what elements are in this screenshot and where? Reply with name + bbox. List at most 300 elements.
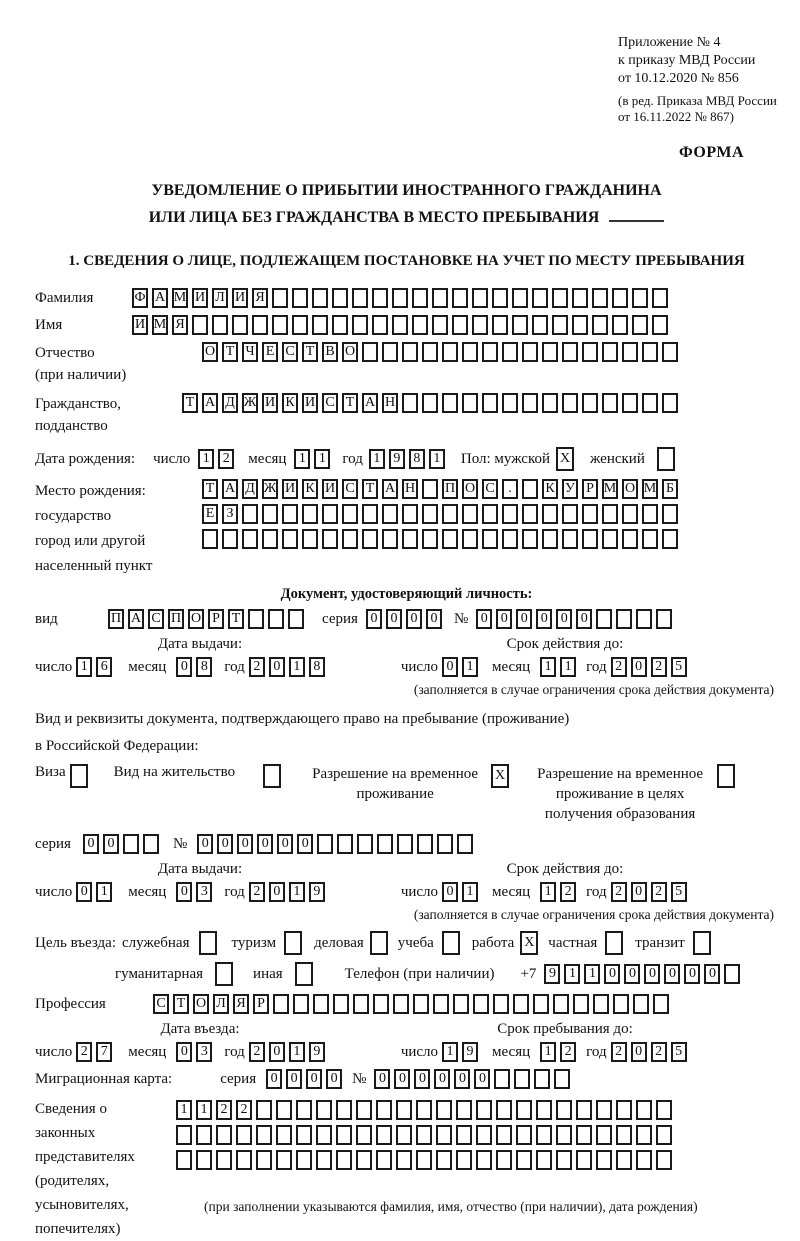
char-cell[interactable] — [562, 504, 578, 524]
char-cell[interactable] — [453, 994, 469, 1014]
char-cell[interactable]: 0 — [103, 834, 119, 854]
char-cell[interactable] — [312, 288, 328, 308]
char-cell[interactable] — [602, 342, 618, 362]
char-cell[interactable] — [176, 1150, 192, 1170]
char-cell[interactable]: X — [556, 447, 574, 471]
char-cell[interactable] — [456, 1125, 472, 1145]
char-cell[interactable] — [143, 834, 159, 854]
char-cell[interactable]: 1 — [429, 449, 445, 469]
char-cell[interactable]: А — [382, 479, 398, 499]
char-cell[interactable] — [276, 1125, 292, 1145]
char-cell[interactable] — [482, 529, 498, 549]
char-cell[interactable] — [422, 393, 438, 413]
char-cell[interactable]: Л — [212, 288, 228, 308]
char-cell[interactable] — [242, 504, 258, 524]
purpose-commercial-checkbox[interactable] — [370, 931, 392, 955]
char-cell[interactable] — [592, 315, 608, 335]
char-cell[interactable] — [502, 504, 518, 524]
char-cell[interactable] — [412, 288, 428, 308]
char-cell[interactable]: П — [168, 609, 184, 629]
char-cell[interactable]: О — [342, 342, 358, 362]
char-cell[interactable] — [662, 504, 678, 524]
char-cell[interactable] — [433, 994, 449, 1014]
char-cell[interactable] — [532, 288, 548, 308]
char-cell[interactable] — [473, 994, 489, 1014]
char-cell[interactable] — [472, 315, 488, 335]
char-cell[interactable] — [196, 1150, 212, 1170]
char-cell[interactable]: 0 — [76, 882, 92, 902]
char-cell[interactable]: Н — [382, 393, 398, 413]
char-cell[interactable] — [272, 315, 288, 335]
char-cell[interactable] — [295, 962, 313, 986]
char-cell[interactable]: 0 — [442, 882, 458, 902]
char-cell[interactable] — [612, 315, 628, 335]
char-cell[interactable]: У — [562, 479, 578, 499]
char-cell[interactable] — [592, 288, 608, 308]
char-cell[interactable]: 0 — [269, 1042, 285, 1062]
char-cell[interactable] — [356, 1125, 372, 1145]
purpose-other-checkbox[interactable] — [295, 962, 317, 986]
char-cell[interactable] — [432, 315, 448, 335]
char-cell[interactable]: 2 — [216, 1100, 232, 1120]
char-cell[interactable] — [632, 315, 648, 335]
char-cell[interactable] — [392, 315, 408, 335]
char-cell[interactable] — [656, 1100, 672, 1120]
char-cell[interactable]: Д — [222, 393, 238, 413]
char-cell[interactable] — [642, 504, 658, 524]
char-cell[interactable]: 0 — [297, 834, 313, 854]
char-cell[interactable]: 1 — [289, 657, 305, 677]
char-cell[interactable] — [296, 1150, 312, 1170]
char-cell[interactable] — [553, 994, 569, 1014]
char-cell[interactable] — [724, 964, 740, 984]
char-cell[interactable] — [693, 931, 711, 955]
residence-permit-checkbox[interactable] — [263, 764, 285, 788]
char-cell[interactable] — [432, 288, 448, 308]
char-cell[interactable] — [593, 994, 609, 1014]
char-cell[interactable]: Р — [582, 479, 598, 499]
char-cell[interactable] — [482, 504, 498, 524]
char-cell[interactable]: 0 — [516, 609, 532, 629]
char-cell[interactable] — [562, 393, 578, 413]
char-cell[interactable] — [436, 1125, 452, 1145]
char-cell[interactable] — [462, 504, 478, 524]
char-cell[interactable]: 0 — [556, 609, 572, 629]
char-cell[interactable] — [514, 1069, 530, 1089]
char-cell[interactable] — [373, 994, 389, 1014]
char-cell[interactable] — [268, 609, 284, 629]
char-cell[interactable] — [402, 393, 418, 413]
char-cell[interactable] — [284, 931, 302, 955]
char-cell[interactable] — [522, 393, 538, 413]
char-cell[interactable]: 0 — [176, 882, 192, 902]
char-cell[interactable]: 0 — [176, 1042, 192, 1062]
char-cell[interactable] — [496, 1100, 512, 1120]
char-cell[interactable] — [357, 834, 373, 854]
char-cell[interactable]: 5 — [671, 1042, 687, 1062]
char-cell[interactable]: 1 — [584, 964, 600, 984]
char-cell[interactable]: 2 — [611, 657, 627, 677]
char-cell[interactable]: 9 — [309, 882, 325, 902]
char-cell[interactable] — [633, 994, 649, 1014]
char-cell[interactable] — [442, 504, 458, 524]
char-cell[interactable] — [622, 393, 638, 413]
char-cell[interactable]: Ж — [242, 393, 258, 413]
char-cell[interactable] — [442, 529, 458, 549]
char-cell[interactable]: М — [172, 288, 188, 308]
char-cell[interactable] — [456, 1150, 472, 1170]
char-cell[interactable]: А — [202, 393, 218, 413]
char-cell[interactable] — [336, 1100, 352, 1120]
char-cell[interactable] — [382, 504, 398, 524]
char-cell[interactable]: 1 — [96, 882, 112, 902]
char-cell[interactable] — [402, 342, 418, 362]
char-cell[interactable] — [596, 1125, 612, 1145]
char-cell[interactable] — [215, 962, 233, 986]
char-cell[interactable]: Я — [233, 994, 249, 1014]
char-cell[interactable]: X — [520, 931, 538, 955]
char-cell[interactable]: 0 — [624, 964, 640, 984]
char-cell[interactable] — [662, 393, 678, 413]
char-cell[interactable]: И — [262, 393, 278, 413]
char-cell[interactable]: 0 — [644, 964, 660, 984]
char-cell[interactable]: 2 — [611, 882, 627, 902]
char-cell[interactable]: Т — [222, 342, 238, 362]
char-cell[interactable] — [316, 1125, 332, 1145]
char-cell[interactable] — [552, 315, 568, 335]
char-cell[interactable] — [296, 1125, 312, 1145]
char-cell[interactable]: О — [622, 479, 638, 499]
char-cell[interactable] — [422, 479, 438, 499]
char-cell[interactable] — [616, 1150, 632, 1170]
char-cell[interactable] — [472, 288, 488, 308]
char-cell[interactable]: Л — [213, 994, 229, 1014]
char-cell[interactable]: Т — [362, 479, 378, 499]
char-cell[interactable] — [534, 1069, 550, 1089]
char-cell[interactable] — [236, 1125, 252, 1145]
char-cell[interactable] — [657, 447, 675, 471]
char-cell[interactable]: 1 — [289, 882, 305, 902]
char-cell[interactable]: И — [282, 479, 298, 499]
char-cell[interactable] — [282, 529, 298, 549]
char-cell[interactable] — [377, 834, 393, 854]
char-cell[interactable]: 1 — [462, 882, 478, 902]
char-cell[interactable] — [437, 834, 453, 854]
char-cell[interactable]: 0 — [476, 609, 492, 629]
temp-residence-edu-checkbox[interactable] — [717, 764, 739, 788]
char-cell[interactable] — [372, 315, 388, 335]
char-cell[interactable] — [436, 1100, 452, 1120]
char-cell[interactable] — [616, 1100, 632, 1120]
char-cell[interactable] — [256, 1100, 272, 1120]
char-cell[interactable] — [552, 288, 568, 308]
char-cell[interactable] — [516, 1125, 532, 1145]
char-cell[interactable] — [642, 393, 658, 413]
phone-cells[interactable] — [544, 964, 744, 984]
char-cell[interactable]: 0 — [374, 1069, 390, 1089]
char-cell[interactable] — [199, 931, 217, 955]
char-cell[interactable] — [612, 288, 628, 308]
char-cell[interactable]: С — [153, 994, 169, 1014]
char-cell[interactable]: 0 — [604, 964, 620, 984]
char-cell[interactable] — [602, 504, 618, 524]
char-cell[interactable]: И — [302, 393, 318, 413]
char-cell[interactable]: 0 — [442, 657, 458, 677]
char-cell[interactable] — [576, 1125, 592, 1145]
char-cell[interactable] — [337, 834, 353, 854]
char-cell[interactable]: 5 — [671, 882, 687, 902]
purpose-private-checkbox[interactable] — [605, 931, 627, 955]
char-cell[interactable] — [396, 1150, 412, 1170]
char-cell[interactable]: С — [482, 479, 498, 499]
char-cell[interactable]: Р — [208, 609, 224, 629]
char-cell[interactable]: К — [302, 479, 318, 499]
char-cell[interactable]: 0 — [257, 834, 273, 854]
char-cell[interactable]: 1 — [76, 657, 92, 677]
char-cell[interactable] — [416, 1150, 432, 1170]
char-cell[interactable] — [292, 315, 308, 335]
char-cell[interactable] — [436, 1150, 452, 1170]
char-cell[interactable]: 0 — [176, 657, 192, 677]
char-cell[interactable]: 0 — [631, 1042, 647, 1062]
char-cell[interactable] — [70, 764, 88, 788]
char-cell[interactable] — [582, 393, 598, 413]
char-cell[interactable] — [573, 994, 589, 1014]
char-cell[interactable]: 1 — [540, 882, 556, 902]
char-cell[interactable] — [273, 994, 289, 1014]
char-cell[interactable]: М — [602, 479, 618, 499]
char-cell[interactable] — [402, 504, 418, 524]
char-cell[interactable] — [442, 393, 458, 413]
char-cell[interactable]: 0 — [434, 1069, 450, 1089]
char-cell[interactable] — [123, 834, 139, 854]
char-cell[interactable] — [382, 342, 398, 362]
char-cell[interactable] — [192, 315, 208, 335]
char-cell[interactable]: 6 — [96, 657, 112, 677]
char-cell[interactable] — [376, 1150, 392, 1170]
char-cell[interactable] — [605, 931, 623, 955]
char-cell[interactable] — [302, 504, 318, 524]
char-cell[interactable]: 0 — [197, 834, 213, 854]
char-cell[interactable]: И — [232, 288, 248, 308]
sex-male-checkbox[interactable] — [556, 447, 578, 471]
char-cell[interactable] — [656, 1150, 672, 1170]
char-cell[interactable]: А — [152, 288, 168, 308]
char-cell[interactable] — [596, 1150, 612, 1170]
char-cell[interactable]: 1 — [564, 964, 580, 984]
char-cell[interactable]: 0 — [269, 657, 285, 677]
char-cell[interactable] — [313, 994, 329, 1014]
char-cell[interactable] — [576, 1100, 592, 1120]
char-cell[interactable] — [422, 529, 438, 549]
char-cell[interactable] — [442, 931, 460, 955]
char-cell[interactable]: 1 — [442, 1042, 458, 1062]
char-cell[interactable]: Т — [342, 393, 358, 413]
char-cell[interactable] — [296, 1100, 312, 1120]
char-cell[interactable] — [232, 315, 248, 335]
char-cell[interactable] — [272, 288, 288, 308]
char-cell[interactable]: 2 — [236, 1100, 252, 1120]
char-cell[interactable] — [582, 529, 598, 549]
char-cell[interactable]: 0 — [536, 609, 552, 629]
char-cell[interactable]: С — [282, 342, 298, 362]
char-cell[interactable]: 2 — [651, 1042, 667, 1062]
char-cell[interactable] — [376, 1125, 392, 1145]
char-cell[interactable] — [256, 1150, 272, 1170]
char-cell[interactable] — [336, 1125, 352, 1145]
char-cell[interactable] — [263, 764, 281, 788]
char-cell[interactable] — [352, 315, 368, 335]
char-cell[interactable]: Р — [253, 994, 269, 1014]
char-cell[interactable]: Т — [228, 609, 244, 629]
char-cell[interactable] — [336, 1150, 352, 1170]
char-cell[interactable] — [462, 342, 478, 362]
char-cell[interactable] — [248, 609, 264, 629]
char-cell[interactable]: 0 — [684, 964, 700, 984]
char-cell[interactable]: 0 — [306, 1069, 322, 1089]
char-cell[interactable]: Ж — [262, 479, 278, 499]
char-cell[interactable]: 0 — [237, 834, 253, 854]
char-cell[interactable]: 2 — [651, 657, 667, 677]
purpose-transit-checkbox[interactable] — [693, 931, 715, 955]
char-cell[interactable] — [212, 315, 228, 335]
char-cell[interactable]: 1 — [462, 657, 478, 677]
char-cell[interactable] — [242, 529, 258, 549]
char-cell[interactable] — [602, 393, 618, 413]
char-cell[interactable] — [476, 1125, 492, 1145]
char-cell[interactable]: А — [128, 609, 144, 629]
char-cell[interactable] — [662, 529, 678, 549]
char-cell[interactable]: Т — [202, 479, 218, 499]
char-cell[interactable] — [288, 609, 304, 629]
char-cell[interactable]: 2 — [76, 1042, 92, 1062]
char-cell[interactable] — [342, 504, 358, 524]
char-cell[interactable]: 2 — [249, 882, 265, 902]
char-cell[interactable] — [262, 529, 278, 549]
char-cell[interactable]: П — [442, 479, 458, 499]
char-cell[interactable]: 2 — [218, 449, 234, 469]
char-cell[interactable] — [582, 342, 598, 362]
char-cell[interactable] — [292, 288, 308, 308]
char-cell[interactable]: М — [642, 479, 658, 499]
char-cell[interactable]: 9 — [462, 1042, 478, 1062]
char-cell[interactable]: С — [322, 393, 338, 413]
char-cell[interactable] — [622, 342, 638, 362]
char-cell[interactable]: К — [542, 479, 558, 499]
char-cell[interactable] — [542, 342, 558, 362]
char-cell[interactable]: . — [502, 479, 518, 499]
char-cell[interactable]: 0 — [266, 1069, 282, 1089]
char-cell[interactable]: 1 — [560, 657, 576, 677]
char-cell[interactable] — [216, 1150, 232, 1170]
char-cell[interactable] — [252, 315, 268, 335]
char-cell[interactable] — [202, 529, 218, 549]
char-cell[interactable] — [316, 1150, 332, 1170]
char-cell[interactable]: 9 — [309, 1042, 325, 1062]
char-cell[interactable] — [382, 529, 398, 549]
char-cell[interactable]: И — [132, 315, 148, 335]
char-cell[interactable]: Т — [173, 994, 189, 1014]
char-cell[interactable]: 0 — [277, 834, 293, 854]
char-cell[interactable] — [412, 315, 428, 335]
char-cell[interactable]: 1 — [289, 1042, 305, 1062]
char-cell[interactable]: 0 — [454, 1069, 470, 1089]
char-cell[interactable]: 0 — [286, 1069, 302, 1089]
char-cell[interactable]: 1 — [196, 1100, 212, 1120]
char-cell[interactable] — [413, 994, 429, 1014]
char-cell[interactable] — [542, 529, 558, 549]
char-cell[interactable] — [442, 342, 458, 362]
char-cell[interactable] — [396, 1100, 412, 1120]
char-cell[interactable] — [636, 1125, 652, 1145]
char-cell[interactable]: 2 — [651, 882, 667, 902]
char-cell[interactable]: 0 — [217, 834, 233, 854]
purpose-humanitarian-checkbox[interactable] — [215, 962, 237, 986]
char-cell[interactable] — [256, 1125, 272, 1145]
char-cell[interactable]: Е — [262, 342, 278, 362]
char-cell[interactable] — [416, 1125, 432, 1145]
char-cell[interactable] — [536, 1150, 552, 1170]
char-cell[interactable] — [512, 288, 528, 308]
char-cell[interactable] — [656, 1125, 672, 1145]
char-cell[interactable] — [362, 342, 378, 362]
char-cell[interactable]: З — [222, 504, 238, 524]
char-cell[interactable]: А — [362, 393, 378, 413]
char-cell[interactable] — [493, 994, 509, 1014]
char-cell[interactable]: 0 — [366, 609, 382, 629]
char-cell[interactable] — [652, 288, 668, 308]
char-cell[interactable] — [613, 994, 629, 1014]
char-cell[interactable] — [353, 994, 369, 1014]
char-cell[interactable] — [342, 529, 358, 549]
char-cell[interactable] — [516, 1150, 532, 1170]
char-cell[interactable] — [322, 529, 338, 549]
char-cell[interactable] — [462, 529, 478, 549]
char-cell[interactable]: 0 — [576, 609, 592, 629]
char-cell[interactable] — [522, 504, 538, 524]
char-cell[interactable]: 0 — [496, 609, 512, 629]
char-cell[interactable] — [332, 288, 348, 308]
char-cell[interactable] — [196, 1125, 212, 1145]
purpose-tourism-checkbox[interactable] — [284, 931, 306, 955]
char-cell[interactable] — [512, 315, 528, 335]
temp-residence-checkbox[interactable] — [491, 764, 513, 788]
char-cell[interactable] — [556, 1125, 572, 1145]
char-cell[interactable]: Ф — [132, 288, 148, 308]
char-cell[interactable] — [656, 609, 672, 629]
char-cell[interactable] — [542, 393, 558, 413]
char-cell[interactable]: И — [322, 479, 338, 499]
purpose-business-checkbox[interactable] — [199, 931, 221, 955]
purpose-work-checkbox[interactable] — [520, 931, 542, 955]
char-cell[interactable] — [492, 288, 508, 308]
char-cell[interactable]: 0 — [394, 1069, 410, 1089]
char-cell[interactable] — [422, 504, 438, 524]
char-cell[interactable] — [402, 529, 418, 549]
char-cell[interactable] — [417, 834, 433, 854]
char-cell[interactable]: 0 — [83, 834, 99, 854]
char-cell[interactable] — [462, 393, 478, 413]
char-cell[interactable] — [556, 1100, 572, 1120]
char-cell[interactable]: 0 — [386, 609, 402, 629]
char-cell[interactable] — [596, 609, 612, 629]
char-cell[interactable] — [522, 342, 538, 362]
char-cell[interactable] — [556, 1150, 572, 1170]
char-cell[interactable]: 1 — [540, 657, 556, 677]
char-cell[interactable]: 0 — [426, 609, 442, 629]
char-cell[interactable]: Т — [182, 393, 198, 413]
char-cell[interactable] — [452, 315, 468, 335]
